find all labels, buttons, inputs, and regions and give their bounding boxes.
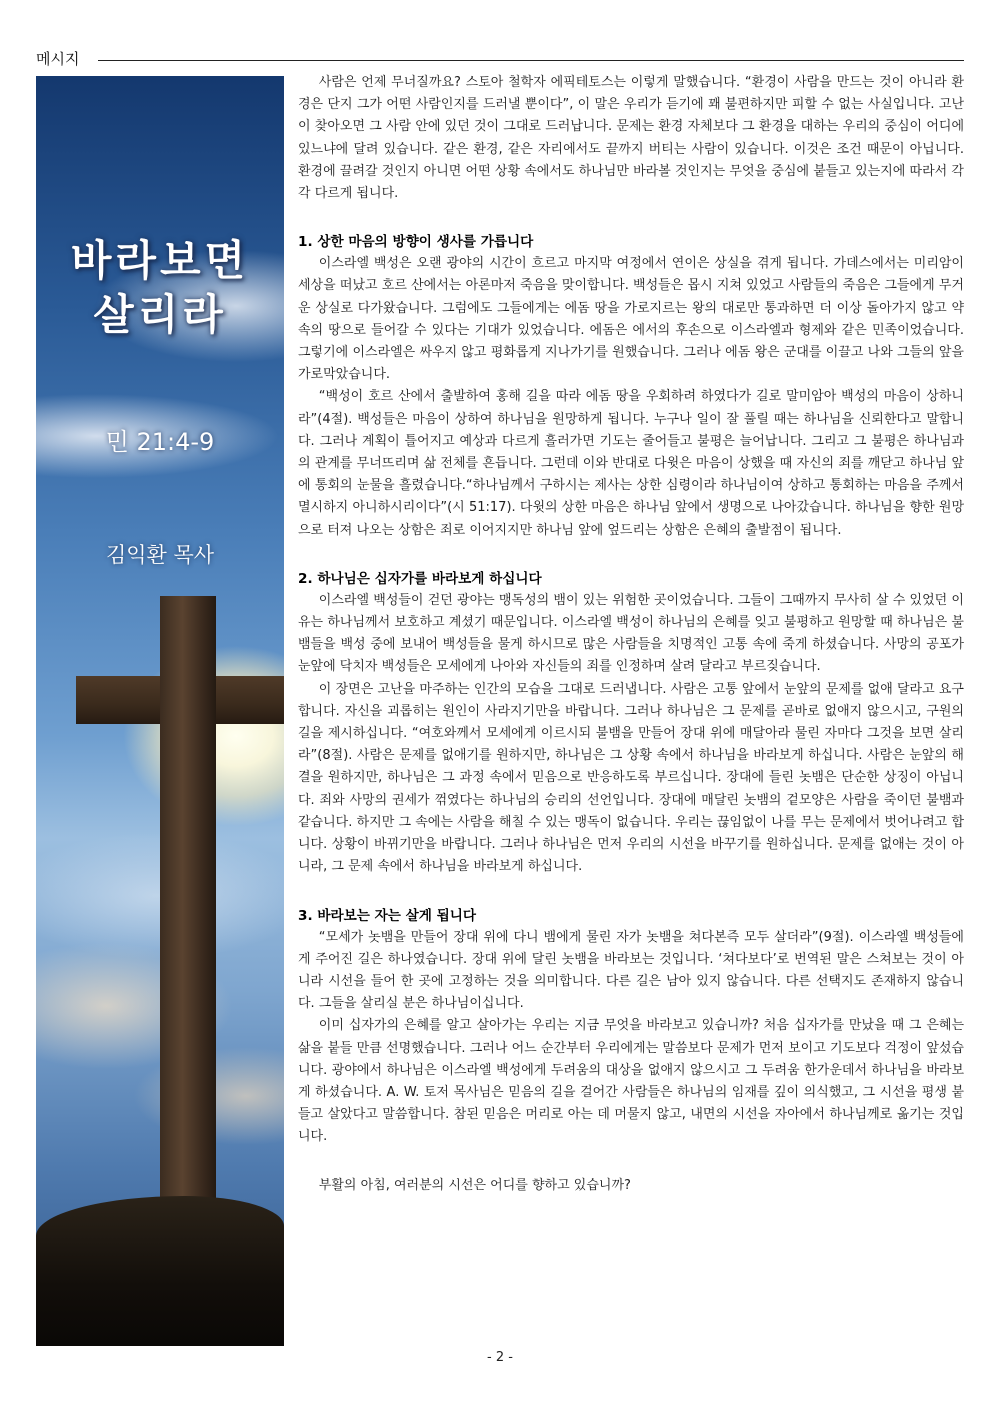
- section3-paragraph-2: 이미 십자가의 은혜를 알고 살아가는 우리는 지금 무엇을 바라보고 있습니까? 처음 십자가를 만났을 때 그 은혜는 삶을 붙들 만큼 선명했습니다. 그러나 어느 순간부터 우리에게는 말씀보다 문제가 먼저 보이고 기도보다 걱정이 앞섰습니다. 광야에서 하나님은 이스라엘 백성에게 두려움의 대상을 없애지 않으시고 그 두려움 한가운데서 하나님을 바라보게 하셨습니다. A. W. 토저 목사님은 믿음의 길을 걸어간 사람들은 하나님의 임재를 깊이 의식했고, 그 시선을 평생 붙들고 살았다고 말씀합니다. 참된 믿음은 머리로 아는 데 머물지 않고, 내면의 시선을 자아에서 하나님께로 옮기는 것입니다.: [298, 1018, 964, 1145]
- section2-paragraph-1: 이스라엘 백성들이 걷던 광야는 맹독성의 뱀이 있는 위험한 곳이었습니다. 그들이 그때까지 무사히 살 수 있었던 이유는 하나님께서 보호하고 계셨기 때문입니다. 이스라엘 백성이 하나님의 은혜를 잊고 불평하고 원망할 때 하나님은 불뱀들을 백성 중에 보내어 백성들을 물게 하시므로 많은 사람들을 치명적인 고통 속에 죽게 하셨습니다. 사망의 공포가 눈앞에 닥치자 백성들은 모세에게 나아와 자신들의 죄를 인정하며 살려 달라고 부르짖습니다.: [298, 592, 964, 675]
- section1-paragraph-2: “백성이 호르 산에서 출발하여 홍해 길을 따라 에돔 땅을 우회하려 하였다가 길로 말미암아 백성의 마음이 상하니라”(4절). 백성들은 마음이 상하여 하나님을 원망하게 됩니다. 누구나 일이 잘 풀릴 때는 하나님을 신뢰한다고 말합니다. 그러나 계획이 틀어지고 예상과 다르게 흘러가면 기도는 줄어들고 불평은 늘어납니다. 그리고 그 불평은 하나님과의 관계를 무너뜨리며 삶 전체를 흔듭니다. 그런데 이와 반대로 다윗은 마음이 상했을 때 자신의 죄를 깨닫고 하나님 앞에 통회의 눈물을 흘렸습니다.“하나님께서 구하시는 제사는 상한 심령이라 하나님이여 상하고 통회하는 마음을 주께서 멸시하지 아니하시리이다”(시 51:17). 다윗의 상한 마음은 하나님 앞에서 생명으로 나아갔습니다. 하나님을 향한 원망으로 터져 나오는 상함은 죄로 이어지지만 하나님 앞에 엎드리는 상함은 은혜의 출발점이 됩니다.: [298, 389, 964, 538]
- section-label: 메시지: [36, 50, 80, 68]
- sermon-title-line2: 살리라: [93, 290, 227, 339]
- closing-question: 부활의 아침, 여러분의 시선은 어디를 향하고 있습니까?: [318, 1177, 631, 1193]
- section-heading-1: 1. 상한 마음의 방향이 생사를 가릅니다: [298, 234, 534, 251]
- sermon-title: [36, 234, 284, 342]
- sermon-title-line1: 바라보면: [70, 236, 250, 285]
- section1-paragraph-1: 이스라엘 백성은 오랜 광야의 시간이 흐르고 마지막 여정에서 연이은 상실을 겪게 됩니다. 가데스에서는 미리암이 세상을 떠났고 호르 산에서는 아론마저 죽음을 맞이합니다. 백성들은 몹시 지쳐 있었고 사람들의 죽음은 그들에게 무거운 상실로 다가왔습니다. 그럼에도 그들에게는 에돔 땅을 가로지르는 왕의 대로만 통과하면 더 이상 돌아가지 않고 약속의 땅으로 들어갈 수 있다는 기대가 있었습니다. 에돔은 에서의 후손으로 이스라엘과 형제와 같은 민족이었습니다. 그렇기에 이스라엘은 싸우지 않고 평화롭게 지나가기를 원했습니다. 그러나 에돔 왕은 군대를 이끌고 나와 그들의 앞을 가로막았습니다.: [298, 256, 965, 383]
- cross-post: [160, 596, 216, 1206]
- section2-paragraph-2: 이 장면은 고난을 마주하는 인간의 모습을 그대로 드러냅니다. 사람은 고통 앞에서 눈앞의 문제를 없애 달라고 요구합니다. 자신을 괴롭히는 원인이 사라지기만을 바랍니다. 그러나 하나님은 그 문제를 곧바로 없애지 않으시고, 구원의 길을 제시하십니다. “여호와께서 모세에게 이르시되 불뱀을 만들어 장대 위에 매달아라 물린 자마다 그것을 보면 살리라”(8절). 사람은 문제를 없애기를 원하지만, 하나님은 그 상황 속에서 하나님을 바라보게 하십니다. 사람은 눈앞의 해결을 원하지만, 하나님은 그 과정 속에서 믿음으로 반응하도록 부르십니다. 장대에 들린 놋뱀은 단순한 상징이 아닙니다. 죄와 사망의 권세가 꺾였다는 하나님의 승리의 선언입니다. 장대에 매달린 놋뱀의 겉모양은 사람을 죽이던 불뱀과 같습니다. 하지만 그 속에는 사람을 해칠 수 있는 맹독이 없습니다. 우리는 끊임없이 나를 무는 문제에서 벗어나려고 합니다. 상황이 바뀌기만을 바랍니다. 그러나 하나님은 먼저 우리의 시선을 바꾸기를 원하십니다. 문제를 없애는 것이 아니라, 그 문제 속에서 하나님을 바라보게 하십니다.: [298, 681, 964, 875]
- intro-paragraph: 사람은 언제 무너질까요? 스토아 철학자 에픽테토스는 이렇게 말했습니다. “환경이 사람을 만드는 것이 아니라 환경은 단지 그가 어떤 사람인지를 드러낼 뿐이다”, 이 말은 우리가 듣기에 꽤 불편하지만 피할 수 없는 사실입니다. 고난이 찾아오면 그 사람 안에 있던 것이 그대로 드러납니다. 문제는 환경 자체보다 그 환경을 대하는 우리의 중심이 어디에 있느냐에 달려 있습니다. 같은 환경, 같은 자리에서도 끝까지 버티는 사람이 있습니다. 이것은 조건 때문이 아닙니다. 환경에 끌려갈 것인지 아니면 어떤 상황 속에서도 하나님만 바라볼 것인지는 무엇을 중심에 붙들고 있는지에 따라서 각각 다르게 됩니다.: [298, 75, 964, 202]
- section-heading-3: 3. 바라보는 자는 살게 됩니다: [298, 907, 476, 924]
- section3-paragraph-1: “모세가 놋뱀을 만들어 장대 위에 다니 뱀에게 물린 자가 놋뱀을 쳐다본즉 모두 살더라”(9절). 이스라엘 백성들에게 주어진 길은 하나였습니다. 장대 위에 달린 놋뱀을 바라보는 것입니다. ‘쳐다보다’로 번역된 말은 스쳐보는 것이 아니라 시선을 들어 한 곳에 고정하는 것을 의미합니다. 다른 길은 남아 있지 않습니다. 다른 선택지도 존재하지 않습니다. 그들을 살리실 분은 하나님이십니다.: [298, 929, 964, 1012]
- author-name: 김익환 목사: [105, 543, 215, 567]
- header-rule: [98, 60, 964, 61]
- scripture-reference: 민 21:4-9: [105, 428, 215, 456]
- hill-silhouette: [36, 1196, 284, 1346]
- sermon-body: [298, 72, 964, 1197]
- sidebar-cross-image: [36, 76, 284, 1346]
- page-number: - 2 -: [487, 1350, 513, 1365]
- section-heading-2: 2. 하나님은 십자가를 바라보게 하십니다: [298, 570, 542, 587]
